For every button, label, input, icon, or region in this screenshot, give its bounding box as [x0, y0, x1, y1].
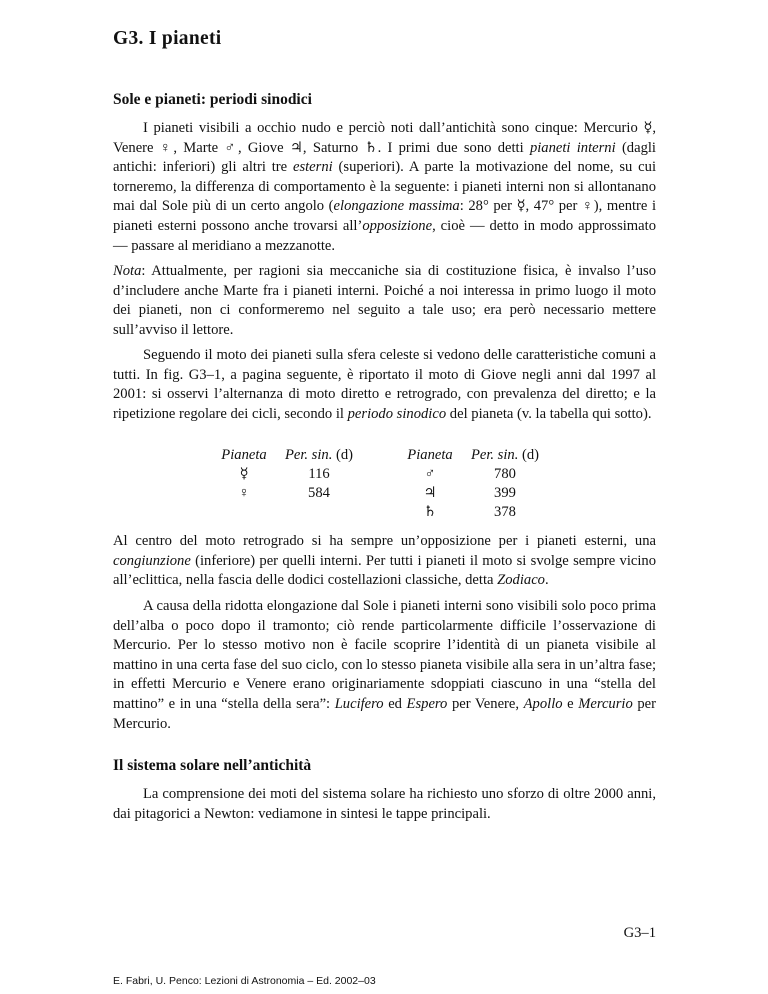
planet-symbol-mars: ♂ — [424, 466, 436, 482]
header-period-label: Per. sin. — [470, 447, 519, 463]
text-span: (inferiore) per quelli interni. Per tutti i pianeti il moto si svolge sempre vicino all’eclittica, nella fascia delle dodici costellazioni classiche, detta — [113, 552, 656, 589]
header-period-unit: (d) — [332, 447, 354, 463]
nota-label: Nota — [113, 263, 142, 279]
page-number: G3–1 — [623, 925, 656, 941]
emphasis-apollo: Apollo — [523, 695, 563, 712]
planet-symbol-venus: ♀ — [238, 485, 250, 501]
emphasis-esterni: esterni — [292, 159, 333, 176]
section-title-sistema-solare: Il sistema solare nell’antichità — [113, 757, 312, 774]
text-span: per Mercurio. — [113, 695, 656, 732]
text-span: (superiori). A parte la motivazione del nome, su cui torneremo, la differenza di comportamento è la seguente: i pianeti interni non si allontanano mai dal Sole più di un certo angolo ( — [113, 159, 657, 215]
paragraph-nota — [113, 262, 656, 340]
header-pianeta-right: Pianeta — [407, 447, 453, 463]
planet-symbol-jupiter: ♃ — [423, 485, 437, 501]
emphasis-elongazione-massima: elongazione massima — [333, 198, 460, 215]
table-row — [213, 465, 549, 484]
header-period-right — [461, 446, 549, 465]
emphasis-periodo-sinodico: periodo sinodico — [347, 405, 447, 422]
planet-symbol-saturn: ♄ — [423, 504, 437, 520]
header-period-left — [275, 446, 363, 465]
period-saturn: 378 — [494, 504, 516, 520]
period-mars: 780 — [494, 466, 516, 482]
text-span: Seguendo il moto dei pianeti sulla sfera celeste si vedono delle caratteristiche comuni a tutti. In fig. G3–1, a pagina seguente, è riportato il moto di Giove negli anni dal 1997 al 2001: si osservi l’alternanza di moto diretto e retrogrado, con prevalenza del diretto; e la ripetizione regolare dei cicli, secondo il — [113, 347, 656, 422]
header-period-unit: (d) — [518, 447, 540, 463]
planet-symbol-mercury: ☿ — [239, 466, 249, 482]
table-header-row — [213, 446, 549, 465]
text-span: del pianeta (v. la tabella qui sotto). — [446, 405, 652, 422]
period-venus: 584 — [308, 485, 330, 501]
text-span: (dagli antichi: inferiori) gli altri tre — [113, 139, 656, 176]
table-row — [213, 503, 549, 522]
paragraph-elongazione — [113, 597, 656, 734]
section-title-sole-e-pianeti: Sole e pianeti: periodi sinodici — [113, 91, 312, 108]
header-pianeta-left: Pianeta — [221, 447, 267, 463]
emphasis-pianeti-interni: pianeti interni — [529, 139, 616, 156]
nota-text: : Attualmente, per ragioni sia meccaniche sia di costituzione fisica, è invalso l’uso d’includere anche Marte fra i pianeti interni. Poiché a noi interessa in primo luogo il moto dei pianeti, non ci conformeremo nel seguito a tale uso; era però necessario mettere sull’avviso il lettore. — [113, 263, 656, 338]
emphasis-zodiaco: Zodiaco — [497, 572, 545, 589]
paragraph-intro — [113, 119, 656, 256]
text-span: : 28° per ☿, 47° per ♀), mentre i pianeti esterni possono anche trovarsi all’ — [113, 198, 657, 234]
period-mercury: 116 — [308, 466, 330, 482]
paragraph-moto-retrogrado — [113, 532, 656, 591]
text-span: per Venere, — [447, 695, 524, 712]
text-span: Al centro del moto retrogrado si ha sempre un’opposizione per i pianeti esterni, una — [113, 533, 656, 549]
synodic-period-table — [213, 446, 549, 522]
text-span: ed — [383, 695, 407, 712]
emphasis-mercurio: Mercurio — [578, 695, 633, 712]
paragraph-moto-pianeti — [113, 346, 656, 424]
footer-citation: E. Fabri, U. Penco: Lezioni di Astronomia – Ed. 2002–03 — [113, 975, 376, 987]
text-span: I pianeti visibili a occhio nudo e perciò noti dall’antichità sono cinque: Mercurio ☿, Venere ♀, Marte ♂, Giove ♃, Saturno ♄. I primi due sono detti — [113, 120, 656, 156]
chapter-title: G3. I pianeti — [113, 28, 222, 49]
header-period-label: Per. sin. — [284, 447, 333, 463]
emphasis-lucifero: Lucifero — [334, 695, 384, 712]
period-jupiter: 399 — [494, 485, 516, 501]
paragraph-sistema-solare: La comprensione dei moti del sistema solare ha richiesto uno sforzo di oltre 2000 anni, dai pitagorici a Newton: vediamone in sintesi le tappe principali. — [113, 786, 656, 822]
text-span: , cioè — detto in modo approssimato — passare al meridiano a mezzanotte. — [113, 217, 656, 254]
text-span: e — [562, 695, 579, 712]
text-span: A causa della ridotta elongazione dal Sole i pianeti interni sono visibili solo poco prima dell’alba o poco dopo il tramonto; ciò rende particolarmente difficile l’osservazione di Mercurio. Per lo stesso motivo non è facile scoprire l’identità di un pianeta visibile al mattino in una certa fase del suo ciclo, con lo stesso pianeta visibile alla sera in un’altra fase; in effetti Mercurio e Venere erano originariamente sdoppiati ciascuno in una “stella del mattino” e in una “stella della sera”: — [113, 598, 656, 712]
emphasis-espero: Espero — [406, 695, 448, 712]
emphasis-congiunzione: congiunzione — [113, 552, 191, 569]
text-span: . — [544, 572, 549, 589]
table-row — [213, 484, 549, 503]
emphasis-opposizione: opposizione — [362, 217, 433, 234]
